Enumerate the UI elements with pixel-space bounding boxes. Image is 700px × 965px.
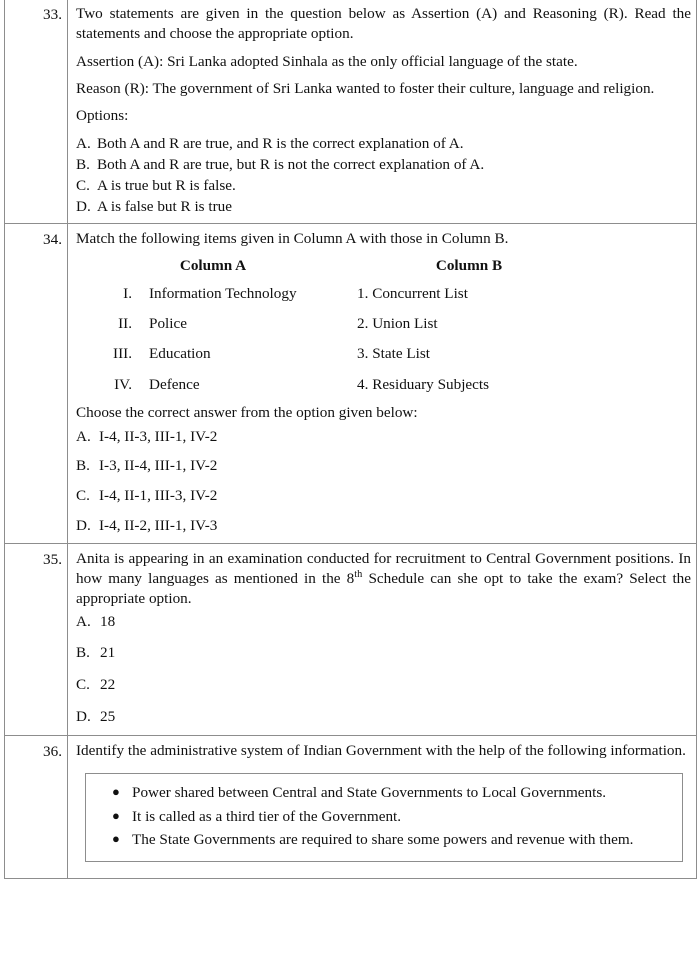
question-33-options: [76, 134, 691, 217]
bullet-dot-icon: ●: [112, 831, 120, 847]
question-row-36: [5, 735, 697, 878]
option-item[interactable]: [76, 456, 691, 476]
match-column-b-item: 1. Concurrent List: [357, 285, 468, 302]
option-text: Both A and R are true, but R is not the correct explanation of A.: [97, 155, 485, 173]
question-body-35: [68, 543, 697, 735]
match-column-b-item: 2. Union List: [357, 315, 438, 333]
ordinal-suffix: th: [354, 568, 363, 580]
option-item[interactable]: [76, 155, 691, 175]
option-item[interactable]: [76, 675, 691, 695]
match-column-a-item: Education: [149, 345, 211, 363]
option-label: D.: [76, 707, 91, 725]
match-columns-block: [76, 256, 691, 395]
information-bullet-list: [98, 783, 670, 851]
question-table: [4, 0, 697, 879]
option-label: A.: [76, 612, 91, 630]
option-text: I-3, II-4, III-1, IV-2: [99, 457, 218, 475]
question-33-assertion: Assertion (A): Sri Lanka adopted Sinhala as the only official language of the state.: [76, 52, 578, 70]
question-number-33: 33.: [5, 0, 68, 224]
match-column-a-item: Information Technology: [149, 285, 297, 302]
option-label: C.: [76, 676, 90, 694]
information-bullet-item: [98, 783, 670, 804]
option-label: C.: [76, 176, 90, 194]
question-35-stem-part2: Schedule can she opt to take the exam? Select the appropriate option.: [76, 569, 691, 608]
option-item[interactable]: [76, 612, 691, 632]
question-number-36: 36.: [5, 735, 68, 878]
information-bullet-text: It is called as a third tier of the Government.: [132, 807, 402, 825]
option-text: Both A and R are true, and R is the correct explanation of A.: [97, 134, 464, 152]
question-body-36: [68, 735, 697, 878]
option-label: B.: [76, 457, 90, 475]
option-label: B.: [76, 644, 90, 662]
question-34-options: [76, 427, 691, 536]
option-text: 18: [100, 612, 116, 630]
match-row: [76, 314, 691, 334]
information-box: [85, 773, 683, 862]
match-numeral: III.: [113, 345, 132, 363]
option-label: C.: [76, 487, 90, 505]
option-label: A.: [76, 427, 91, 445]
question-33-stem: Two statements are given in the question below as Assertion (A) and Reasoning (R). Read the statements and choose the appropriate option.: [76, 5, 691, 43]
option-item[interactable]: [76, 176, 691, 196]
option-item[interactable]: [76, 134, 691, 154]
option-label: B.: [76, 155, 90, 173]
option-text: I-4, II-1, III-3, IV-2: [99, 487, 218, 505]
question-35-stem: [76, 549, 691, 610]
question-34-stem: Match the following items given in Column A with those in Column B.: [76, 230, 509, 248]
option-item[interactable]: [76, 427, 691, 447]
question-33-reason: Reason (R): The government of Sri Lanka wanted to foster their culture, language and religion.: [76, 80, 655, 98]
bullet-dot-icon: ●: [112, 784, 120, 800]
option-text: 21: [100, 644, 116, 662]
option-label: D.: [76, 197, 91, 215]
option-item[interactable]: [76, 486, 691, 506]
option-item[interactable]: [76, 707, 691, 727]
column-a-header: Column A: [179, 256, 247, 274]
match-numeral: II.: [118, 315, 132, 333]
option-text: A is true but R is false.: [97, 176, 236, 194]
option-text: A is false but R is true: [97, 197, 232, 215]
option-label: D.: [76, 516, 91, 534]
match-column-b-item: 3. State List: [357, 345, 430, 363]
information-bullet-item: [98, 807, 670, 828]
question-number-34: 34.: [5, 224, 68, 543]
option-text: I-4, II-2, III-1, IV-3: [99, 516, 218, 534]
question-34-choose-line: Choose the correct answer from the option given below:: [76, 403, 418, 421]
option-text: 25: [100, 707, 116, 725]
option-text: I-4, II-3, III-1, IV-2: [99, 427, 218, 445]
question-33-options-heading: Options:: [76, 107, 129, 125]
question-35-stem-part1: Anita is appearing in an examination conducted for recruitment to Central Government positions. In how many languages as mentioned in the 8: [76, 549, 691, 587]
match-columns-header: [76, 256, 691, 276]
match-column-a-item: Police: [149, 315, 187, 333]
column-b-header: Column B: [435, 256, 503, 274]
question-35-options: [76, 612, 691, 727]
bullet-dot-icon: ●: [112, 807, 120, 823]
match-column-b-item: 4. Residuary Subjects: [357, 375, 490, 393]
match-row: [76, 344, 691, 364]
option-item[interactable]: [76, 643, 691, 663]
question-36-stem: Identify the administrative system of Indian Government with the help of the following information.: [76, 741, 686, 759]
question-number-35: 35.: [5, 543, 68, 735]
option-item[interactable]: [76, 516, 691, 536]
information-bullet-text: The State Governments are required to share some powers and revenue with them.: [132, 831, 634, 849]
question-row-34: [5, 224, 697, 543]
question-row-33: [5, 0, 697, 224]
question-body-33: [68, 0, 697, 224]
question-body-34: [68, 224, 697, 543]
information-bullet-item: [98, 830, 670, 851]
match-numeral: IV.: [114, 375, 132, 393]
question-row-35: [5, 543, 697, 735]
information-bullet-text: Power shared between Central and State Governments to Local Governments.: [132, 784, 607, 802]
option-item[interactable]: [76, 197, 691, 217]
option-text: 22: [100, 676, 116, 694]
option-label: A.: [76, 134, 91, 152]
match-row: [76, 375, 691, 395]
match-row: [76, 284, 691, 304]
match-numeral: I.: [123, 285, 132, 302]
match-column-a-item: Defence: [149, 375, 200, 393]
